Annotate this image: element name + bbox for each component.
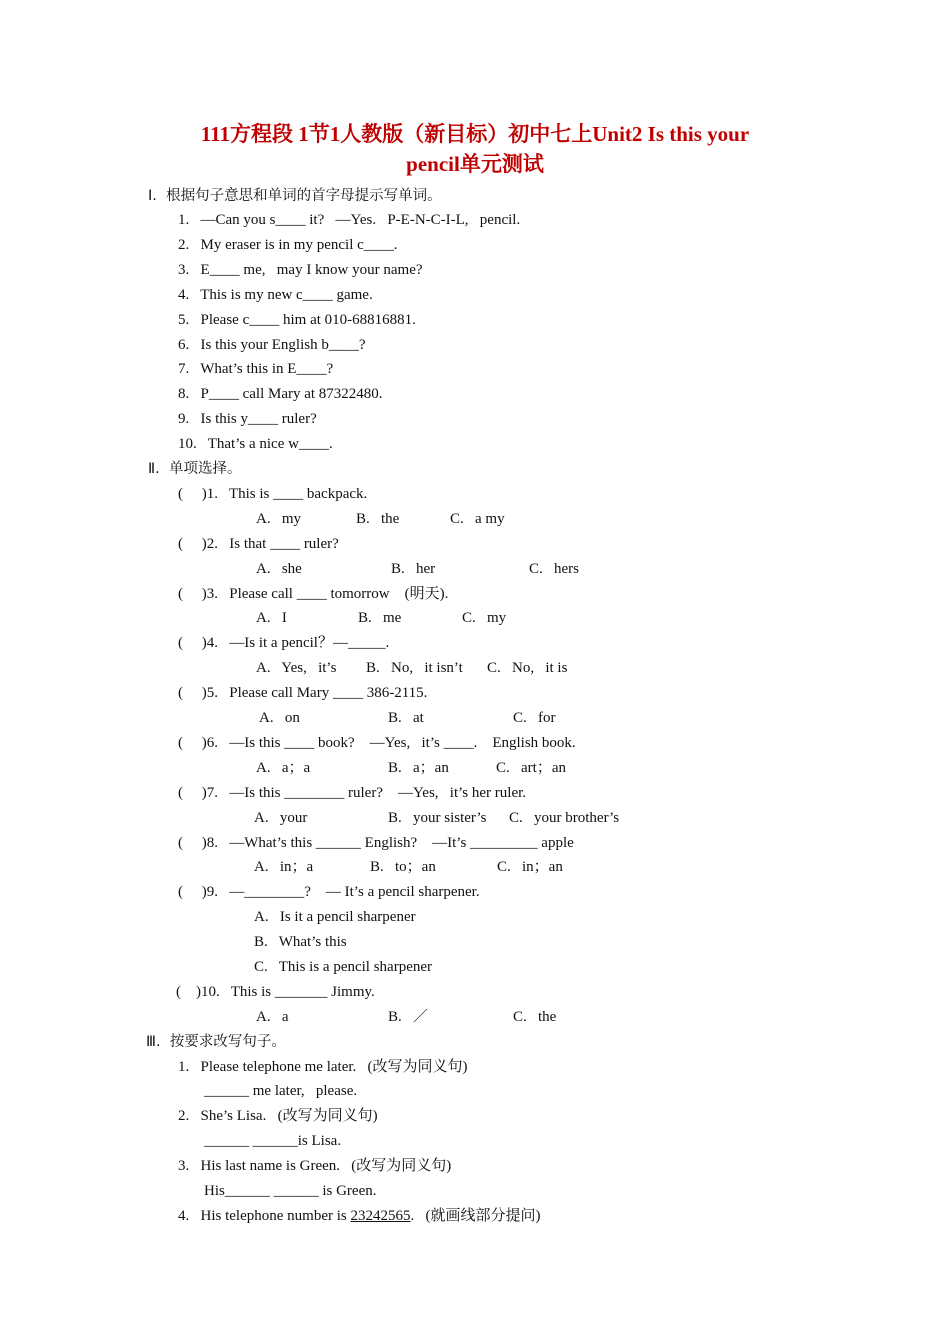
section-1-item: 8. P____ call Mary at 87322480.	[178, 386, 383, 402]
option-c: C. your brother’s	[509, 810, 620, 826]
section-1-item: 7. What’s this in E____?	[178, 361, 334, 377]
rewrite-item-4-prefix: 4. His telephone number is	[178, 1208, 351, 1224]
option-b: B. ／	[388, 1009, 429, 1025]
question-stem: ( )9. —________? — It’s a pencil sharpener.	[178, 884, 480, 900]
section-1-item: 3. E____ me, may I know your name?	[178, 262, 423, 278]
rewrite-item: 3. His last name is Green. (改写为同义句)	[178, 1158, 452, 1174]
section-1-heading: Ⅰ. 根据句子意思和单词的首字母提示写单词。	[148, 188, 442, 204]
option-c: C. This is a pencil sharpener	[254, 959, 433, 975]
section-1-item: 4. This is my new c____ game.	[178, 287, 373, 303]
question-stem: ( )1. This is ____ backpack.	[178, 486, 368, 502]
option-a: A. in；a	[254, 859, 314, 875]
option-a: A. a；a	[256, 760, 311, 776]
option-c: C. my	[462, 610, 507, 626]
option-a: A. she	[256, 561, 302, 577]
document-title-line-2: pencil单元测试	[406, 152, 544, 176]
section-2-heading: Ⅱ. 单项选择。	[148, 461, 242, 477]
option-a: A. Yes, it’s	[256, 660, 337, 676]
option-a: A. Is it a pencil sharpener	[254, 909, 416, 925]
option-a: A. a	[256, 1009, 289, 1025]
option-c: C. No, it is	[487, 660, 568, 676]
option-b: B. What’s this	[254, 934, 347, 950]
question-stem: ( )4. —Is it a pencil？—_____.	[178, 635, 390, 651]
option-b: B. No, it isn’t	[366, 660, 463, 676]
section-1-item: 9. Is this y____ ruler?	[178, 411, 317, 427]
rewrite-answer-line: ______ ______is Lisa.	[204, 1133, 342, 1149]
option-b: B. to；an	[370, 859, 436, 875]
option-a: A. my	[256, 511, 301, 527]
option-b: B. your sister’s	[388, 810, 487, 826]
option-b: B. at	[388, 710, 424, 726]
option-c: C. hers	[529, 561, 579, 577]
rewrite-item-4	[178, 1205, 540, 1227]
option-a: A. I	[256, 610, 287, 626]
option-c: C. for	[513, 710, 556, 726]
question-stem: ( )5. Please call Mary ____ 386-2115.	[178, 685, 428, 701]
question-stem: ( )7. —Is this ________ ruler? —Yes, it’s her ruler.	[178, 785, 527, 801]
option-c: C. in；an	[497, 859, 563, 875]
option-b: B. me	[358, 610, 402, 626]
question-stem: ( )6. —Is this ____ book? —Yes, it’s ____. English book.	[178, 735, 576, 751]
rewrite-answer-line: His______ ______ is Green.	[204, 1183, 377, 1199]
question-stem: ( )8. —What’s this ______ English? —It’s _________ apple	[178, 835, 574, 851]
section-1-item: 2. My eraser is in my pencil c____.	[178, 237, 398, 253]
question-stem: ( )10. This is _______ Jimmy.	[176, 984, 375, 1000]
option-a: A. on	[259, 710, 300, 726]
option-b: B. a；an	[388, 760, 449, 776]
option-a: A. your	[254, 810, 308, 826]
option-c: C. art；an	[496, 760, 566, 776]
rewrite-item: 1. Please telephone me later. (改写为同义句)	[178, 1059, 468, 1075]
document-title-line-1: 111方程段 1节1人教版（新目标）初中七上Unit2 Is this your	[200, 122, 750, 146]
section-3-heading: Ⅲ. 按要求改写句子。	[146, 1034, 286, 1050]
question-stem: ( )2. Is that ____ ruler?	[178, 536, 339, 552]
option-b: B. her	[391, 561, 436, 577]
section-1-item: 5. Please c____ him at 010-68816881.	[178, 312, 416, 328]
underlined-phone-number: 23242565	[350, 1208, 411, 1224]
option-c: C. the	[513, 1009, 557, 1025]
rewrite-item-4-suffix: . (就画线部分提问)	[410, 1208, 541, 1224]
question-stem: ( )3. Please call ____ tomorrow (明天).	[178, 586, 449, 602]
option-b: B. the	[356, 511, 400, 527]
option-c: C. a my	[450, 511, 505, 527]
section-1-item: 10. That’s a nice w____.	[178, 436, 333, 452]
rewrite-item: 2. She’s Lisa. (改写为同义句)	[178, 1108, 378, 1124]
section-1-item: 1. —Can you s____ it? —Yes. P-E-N-C-I-L, pencil.	[178, 212, 521, 228]
section-1-item: 6. Is this your English b____?	[178, 337, 366, 353]
rewrite-answer-line: ______ me later, please.	[204, 1083, 358, 1099]
